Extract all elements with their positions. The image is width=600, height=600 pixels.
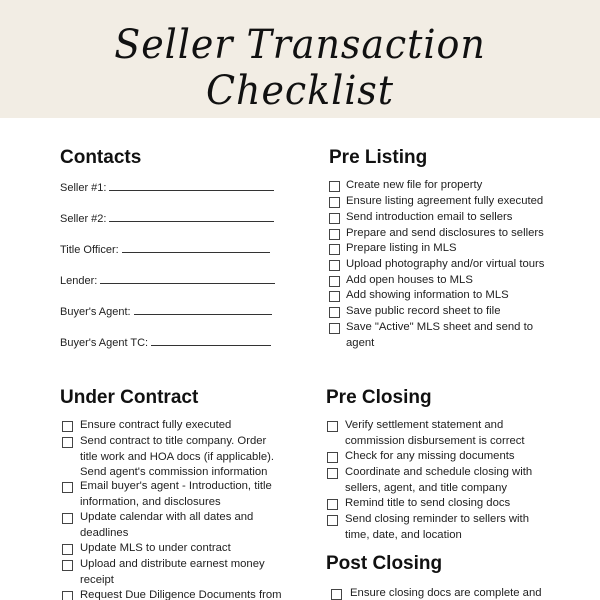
pre-closing-checkbox[interactable]	[327, 499, 338, 510]
contact-field-line[interactable]	[109, 213, 274, 222]
contact-field-label: Buyer's Agent TC:	[60, 337, 149, 349]
pre-listing-checkbox[interactable]	[329, 307, 340, 318]
pre-listing-item: Upload photography and/or virtual tours	[346, 258, 545, 270]
under-contract-item: Request Due Diligence Documents from	[80, 589, 282, 600]
under-contract-item: Send contract to title company. Order title work and HOA docs (if applicable). Send agent's commission information	[80, 435, 275, 479]
pre-closing-heading: Pre Closing	[326, 387, 432, 408]
under-contract-checkbox[interactable]	[62, 513, 73, 524]
pre-listing-checkbox[interactable]	[329, 323, 340, 334]
pre-listing-item: Create new file for property	[346, 179, 483, 191]
under-contract-item: Update MLS to under contract	[80, 542, 231, 554]
contact-field-buyers-agent-tc[interactable]	[60, 337, 271, 349]
pre-closing-checkbox[interactable]	[327, 452, 338, 463]
contact-field-seller-1[interactable]	[60, 182, 274, 194]
under-contract-checkbox[interactable]	[62, 560, 73, 571]
pre-closing-checkbox[interactable]	[327, 515, 338, 526]
pre-listing-checkbox[interactable]	[329, 260, 340, 271]
contact-field-seller-2[interactable]	[60, 213, 274, 225]
page-title: Seller Transaction Checklist	[114, 22, 486, 114]
pre-listing-checkbox[interactable]	[329, 213, 340, 224]
under-contract-item: Ensure contract fully executed	[80, 419, 232, 431]
contact-field-buyers-agent[interactable]	[60, 306, 272, 318]
contact-field-label: Seller #2:	[60, 213, 107, 225]
pre-closing-checkbox[interactable]	[327, 421, 338, 432]
contacts-heading: Contacts	[60, 147, 142, 168]
under-contract-checkbox[interactable]	[62, 591, 73, 600]
contact-field-label: Title Officer:	[60, 244, 119, 256]
pre-closing-checkbox[interactable]	[327, 468, 338, 479]
contact-field-line[interactable]	[134, 306, 272, 315]
under-contract-checkbox[interactable]	[62, 421, 73, 432]
pre-closing-item: Check for any missing documents	[345, 450, 515, 462]
contact-field-line[interactable]	[100, 275, 275, 284]
under-contract-heading: Under Contract	[60, 387, 199, 408]
under-contract-item: Upload and distribute earnest money receipt	[80, 558, 265, 586]
pre-listing-item: Save public record sheet to file	[346, 305, 501, 317]
post-closing-checkbox[interactable]	[331, 589, 342, 600]
pre-closing-item: Remind title to send closing docs	[345, 497, 511, 509]
pre-listing-item: Ensure listing agreement fully executed	[346, 195, 544, 207]
contact-field-line[interactable]	[122, 244, 270, 253]
header-banner	[0, 0, 600, 118]
contact-field-label: Buyer's Agent:	[60, 306, 131, 318]
pre-closing-item: Verify settlement statement and commission disbursement is correct	[345, 419, 525, 447]
pre-listing-item: Prepare listing in MLS	[346, 242, 457, 254]
contact-field-line[interactable]	[151, 337, 271, 346]
pre-listing-item: Add showing information to MLS	[346, 289, 509, 301]
under-contract-checkbox[interactable]	[62, 544, 73, 555]
pre-listing-heading: Pre Listing	[329, 147, 428, 168]
pre-listing-checkbox[interactable]	[329, 197, 340, 208]
pre-listing-checkbox[interactable]	[329, 291, 340, 302]
pre-listing-checkbox[interactable]	[329, 244, 340, 255]
pre-listing-item: Prepare and send disclosures to sellers	[346, 227, 544, 239]
under-contract-item: Email buyer's agent - Introduction, title information, and disclosures	[80, 480, 272, 508]
post-closing-item: Ensure closing docs are complete and	[350, 587, 542, 599]
under-contract-item: Update calendar with all dates and deadlines	[80, 511, 254, 539]
contact-field-label: Seller #1:	[60, 182, 107, 194]
under-contract-checkbox[interactable]	[62, 437, 73, 448]
pre-listing-checkbox[interactable]	[329, 276, 340, 287]
contact-field-line[interactable]	[109, 182, 274, 191]
contact-field-label: Lender:	[60, 275, 98, 287]
pre-listing-checkbox[interactable]	[329, 181, 340, 192]
pre-listing-item: Add open houses to MLS	[346, 274, 473, 286]
pre-listing-checkbox[interactable]	[329, 229, 340, 240]
pre-closing-item: Coordinate and schedule closing with sellers, agent, and title company	[345, 466, 533, 494]
pre-listing-item: Save "Active" MLS sheet and send to agent	[346, 321, 533, 349]
contact-field-title-officer[interactable]	[60, 244, 270, 256]
post-closing-heading: Post Closing	[326, 553, 443, 574]
under-contract-checkbox[interactable]	[62, 482, 73, 493]
contact-field-lender[interactable]	[60, 275, 275, 287]
pre-listing-item: Send introduction email to sellers	[346, 211, 513, 223]
pre-closing-item: Send closing reminder to sellers with time, date, and location	[345, 513, 529, 541]
